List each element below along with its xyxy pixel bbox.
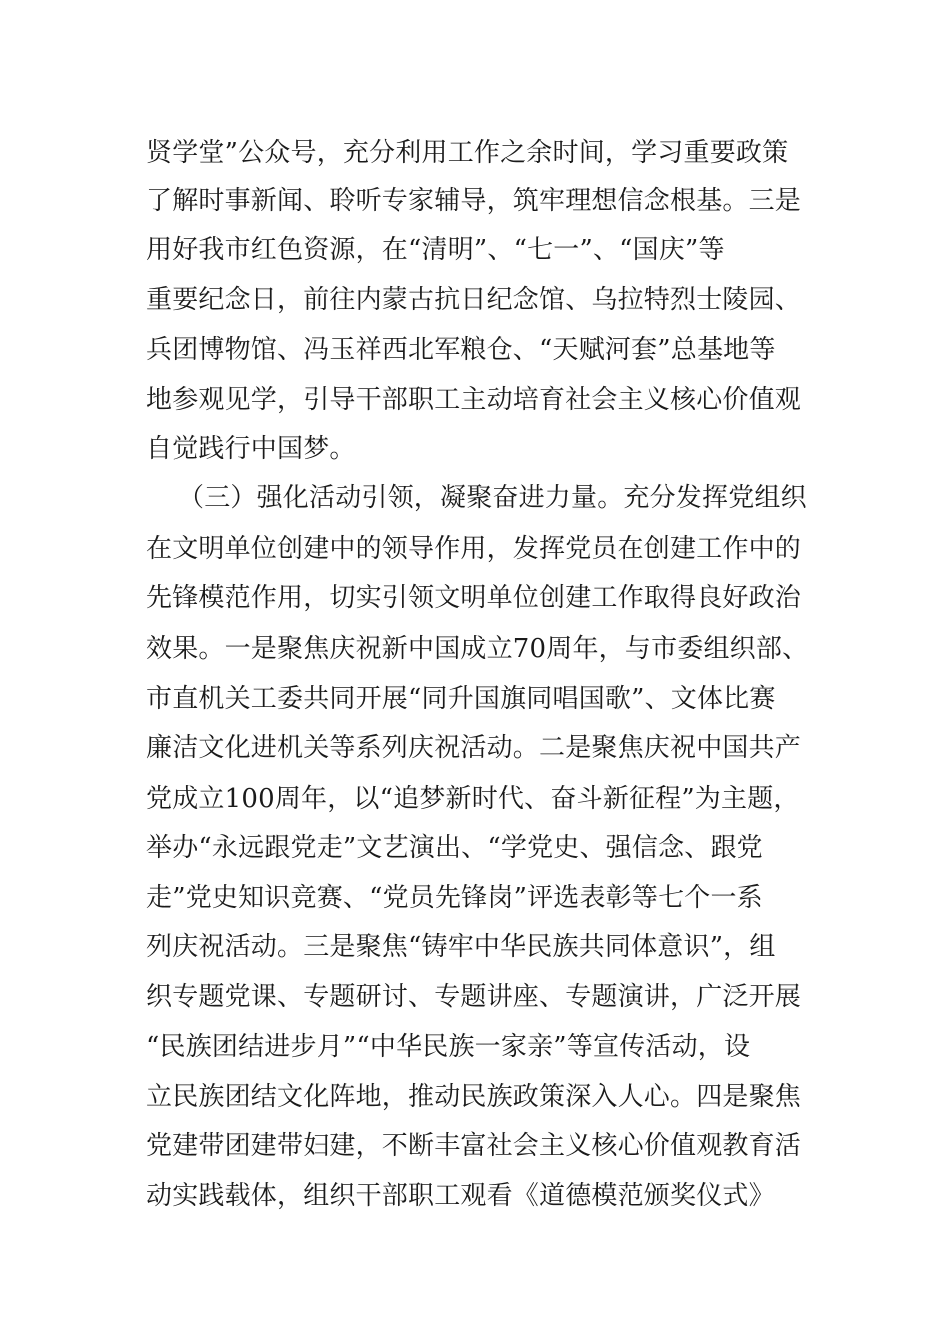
text-line: 效果。一是聚焦庆祝新中国成立70周年，与市委组织部、: [146, 634, 809, 664]
text-line: 地参观见学，引导干部职工主动培育社会主义核心价值观: [146, 385, 802, 415]
text-line: 动实践载体，组织干部职工观看《道德模范颁奖仪式》: [146, 1181, 775, 1211]
text-line: 市直机关工委共同开展“同升国旗同唱国歌”、文体比赛: [146, 684, 776, 714]
text-line: 用好我市红色资源，在“清明”、“七一”、“国庆”等: [146, 235, 725, 265]
text-line: 走”党史知识竞赛、“党员先锋岗”评选表彰等七个一系: [146, 883, 763, 913]
text-line: 在文明单位创建中的领导作用，发挥党员在创建工作中的: [146, 534, 802, 564]
text-line: 了解时事新闻、聆听专家辅导，筑牢理想信念根基。三是: [146, 186, 802, 216]
text-line: “民族团结进步月”“中华民族一家亲”等宣传活动，设: [146, 1032, 751, 1062]
text-line: 兵团博物馆、冯玉祥西北军粮仓、“天赋河套”总基地等: [146, 335, 776, 365]
text-line: 贤学堂”公众号，充分利用工作之余时间，学习重要政策: [146, 138, 789, 168]
text-line: 织专题党课、专题研讨、专题讲座、专题演讲，广泛开展: [146, 982, 802, 1012]
text-line: 党建带团建带妇建，不断丰富社会主义核心价值观教育活: [146, 1131, 802, 1161]
paragraph-heading-line: （三）强化活动引领，凝聚奋进力量。充分发挥党组织: [178, 483, 807, 513]
text-line: 立民族团结文化阵地，推动民族政策深入人心。四是聚焦: [146, 1082, 802, 1112]
text-line: 党成立100周年，以“追梦新时代、奋斗新征程”为主题，: [146, 784, 800, 814]
text-line: 自觉践行中国梦。: [146, 434, 356, 464]
text-line: 先锋模范作用，切实引领文明单位创建工作取得良好政治: [146, 583, 802, 613]
text-line: 列庆祝活动。三是聚焦“铸牢中华民族共同体意识”，组: [146, 932, 776, 962]
text-line: 重要纪念日，前往内蒙古抗日纪念馆、乌拉特烈士陵园、: [146, 285, 802, 315]
text-line: 举办“永远跟党走”文艺演出、“学党史、强信念、跟党: [146, 833, 763, 863]
text-line: 廉洁文化进机关等系列庆祝活动。二是聚焦庆祝中国共产: [146, 733, 802, 763]
